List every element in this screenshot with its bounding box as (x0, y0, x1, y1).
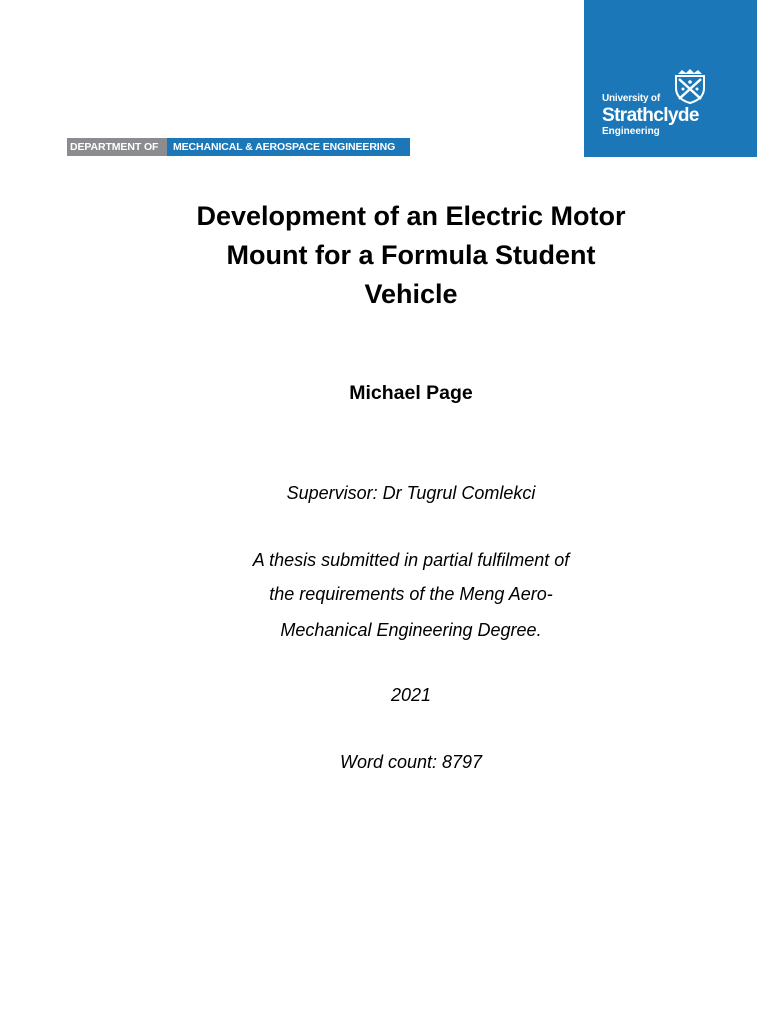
title-line-2: Mount for a Formula Student (226, 240, 596, 270)
department-banner (67, 138, 410, 156)
year: 2021 (390, 685, 432, 705)
title-line-1: Development of an Electric Motor (196, 201, 626, 231)
author-name: Michael Page (349, 382, 473, 404)
word-count: Word count: 8797 (339, 752, 483, 772)
supervisor-line: Supervisor: Dr Tugrul Comlekci (286, 483, 536, 503)
logo-text (602, 94, 699, 137)
logo-university-of: University of (602, 93, 660, 104)
department-prefix: DEPARTMENT OF (67, 138, 167, 156)
thesis-statement-line-3: Mechanical Engineering Degree. (280, 620, 542, 640)
thesis-statement-line-2: the requirements of the Meng Aero- (269, 584, 553, 604)
thesis-statement-line-1: A thesis submitted in partial fulfilment of (252, 550, 570, 570)
logo-strathclyde: Strathclyde (602, 105, 699, 126)
thesis-title (120, 197, 702, 314)
department-name: MECHANICAL & AEROSPACE ENGINEERING (167, 138, 410, 156)
university-logo (584, 0, 757, 157)
title-line-3: Vehicle (364, 279, 458, 309)
logo-engineering: Engineering (602, 126, 660, 137)
